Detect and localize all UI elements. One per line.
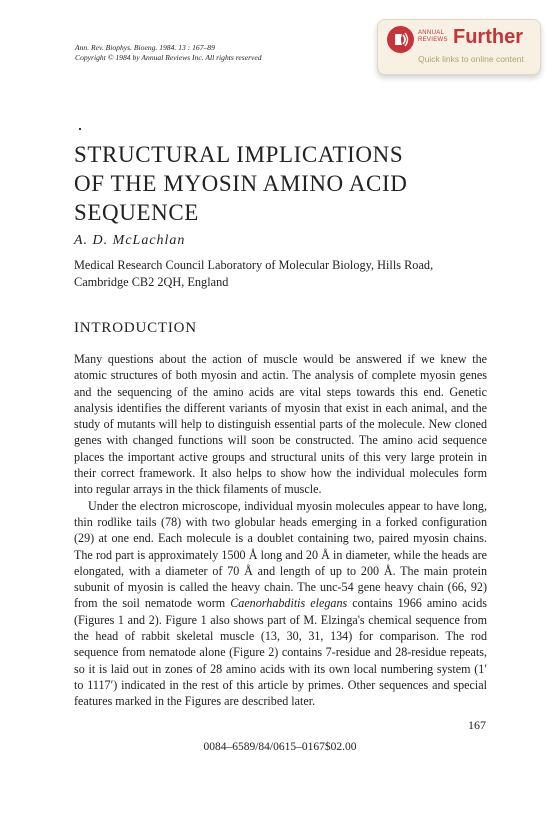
author-name: A. D. McLachlan (74, 233, 186, 248)
title-line-2: OF THE MYOSIN AMINO ACID (74, 171, 408, 196)
stray-dot (79, 128, 81, 130)
journal-line-2: Copyright © 1984 by Annual Reviews Inc. All rights reserved (75, 53, 262, 62)
annual-label: ANNUAL (418, 30, 445, 36)
affiliation (74, 257, 494, 291)
paragraph-1: Many questions about the action of muscle would be answered if we knew the atomic structures of both myosin and actin. The analysis of complete myosin genes and the sequencing of the amino acids are vital steps towards this end. Genetic analysis identifies the different variants of myosin that exist in each animal, and the study of mutants will help to distinguish essential parts of the molecule. New cloned genes with changed functions will soon be constructed. The amino acid sequence places the important active groups and structural units of this very large protein in their correct framework. It also helps to show how the individual molecules form into regular arrays in the thick filaments of muscle. (74, 352, 487, 497)
paragraph-2: Under the electron microscope, individual myosin molecules appear to have long, thin rodlike tails (78) with two globular heads emerging in a forked configuration (29) at one end. Each molecule is a doublet containing two, paired myosin chains. The rod part is approximately 1500 Å long and 20 Å in diameter, while the heads are elongated, with a diameter of 70 Å and length of up to 200 Å. The main protein subunit of myosin is called the heavy chain. The unc-54 gene heavy chain (66, 92) from the soil nematode worm Caenorhabditis elegans contains 1966 amino acids (Figures 1 and 2). Figure 1 also shows part of M. Elzinga's chemical sequence from the head of rabbit skeletal muscle (13, 30, 31, 134) for comparison. The rod sequence from nematode alone (Figure 2) contains 7-residue and 28-residue repeats, so it is laid out in zones of 28 amino acids with its own local numbering system (1′ to 1117′) indicated in the rest of this article by primes. Other sequences and special features marked in the Figures are described later. (74, 498, 487, 709)
page-number: 167 (468, 718, 486, 732)
annual-reviews-label (418, 30, 448, 44)
species-name: Caenorhabditis elegans (230, 596, 348, 611)
title-line-1: STRUCTURAL IMPLICATIONS (74, 142, 404, 167)
further-logo-icon (387, 26, 414, 53)
body-text (74, 351, 487, 710)
article-title (74, 140, 514, 227)
footer-code: 0084–6589/84/0615–0167$02.00 (203, 741, 357, 753)
journal-citation (75, 43, 262, 63)
further-label: Further (453, 26, 523, 48)
affiliation-line-1: Medical Research Council Laboratory of Molecular Biology, Hills Road, (74, 258, 434, 272)
section-heading: INTRODUCTION (74, 320, 197, 336)
title-line-3: SEQUENCE (74, 200, 199, 225)
reviews-label: REVIEWS (418, 37, 448, 43)
further-links-box[interactable] (377, 19, 541, 75)
quick-links-label: Quick links to online content (418, 54, 524, 64)
journal-line-1: Ann. Rev. Biophys. Bioeng. 1984. 13 : 167–89 (75, 43, 215, 52)
affiliation-line-2: Cambridge CB2 2QH, England (74, 275, 229, 289)
